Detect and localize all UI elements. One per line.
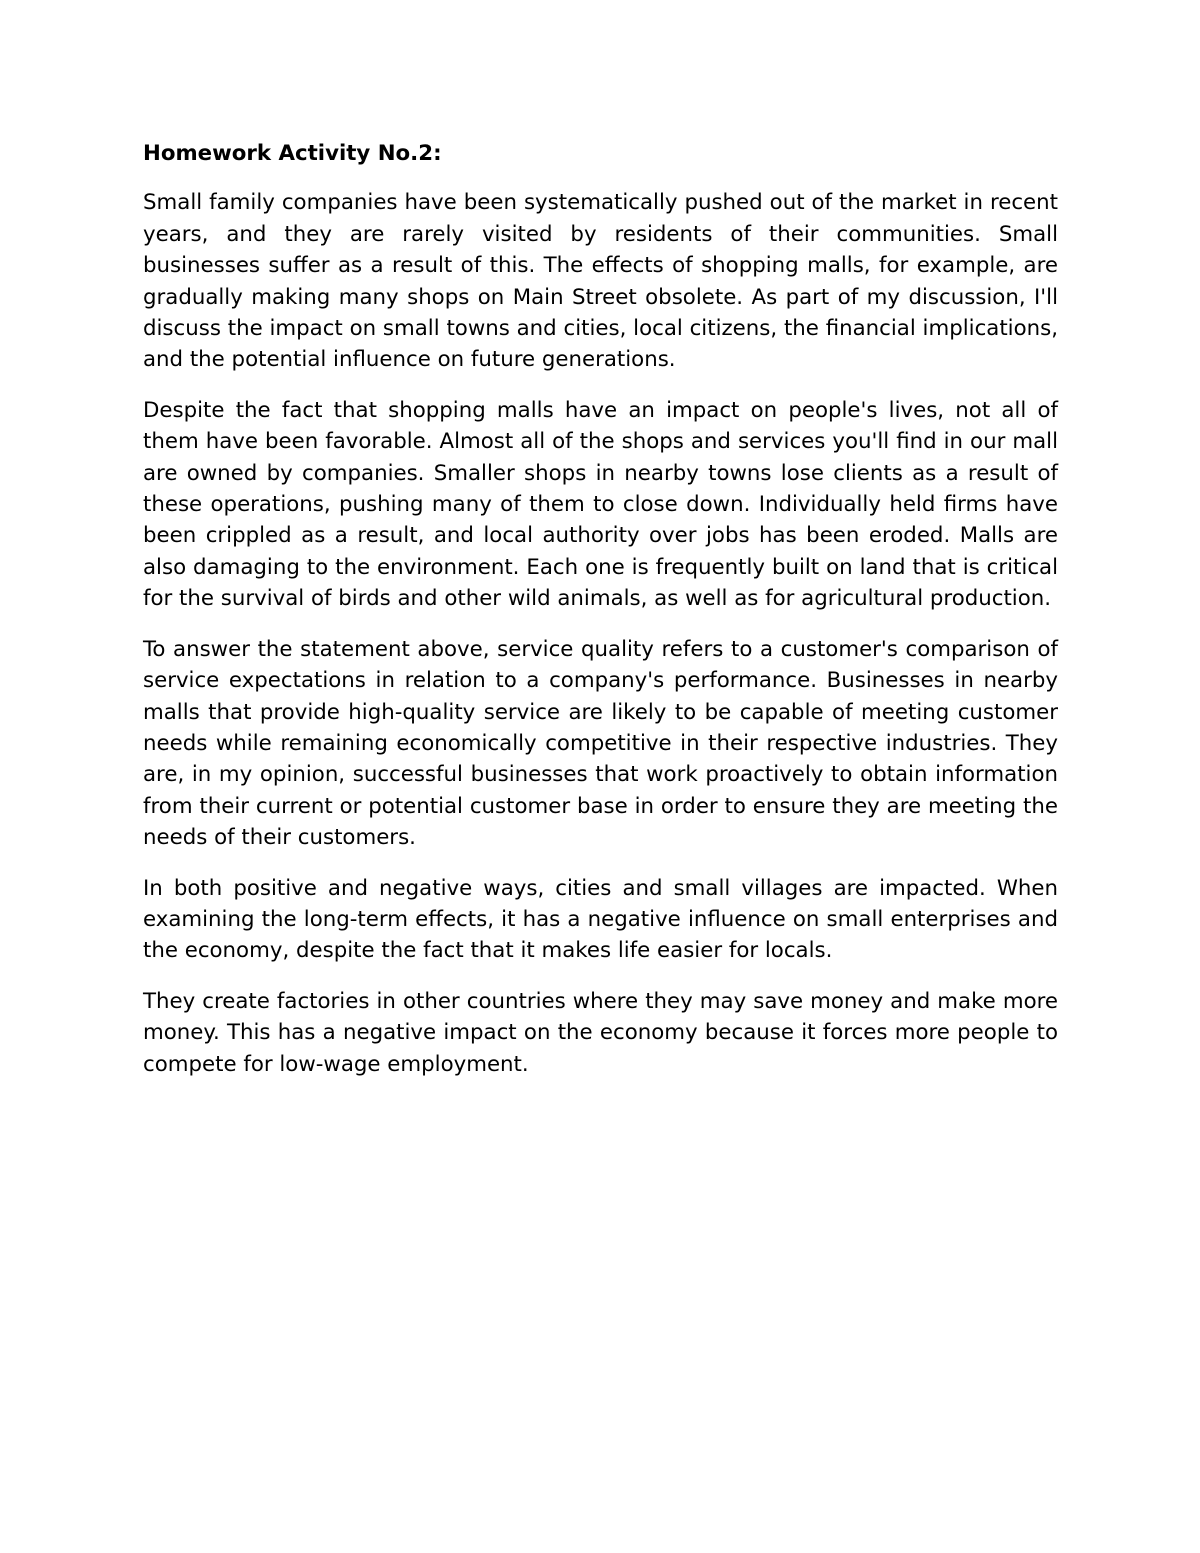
document-body	[143, 138, 1058, 1099]
paragraph-2: Despite the fact that shopping malls have an impact on people's lives, not all of them have been favorable. Almost all of the shops and services you'll find in our mall are owned by companies. Smaller shops in nearby towns lose clients as a result of these operations, pushing many of them to close down. Individually held firms have been crippled as a result, and local authority over jobs has been eroded. Malls are also damaging to the environment. Each one is frequently built on land that is critical for the survival of birds and other wild animals, as well as for agricultural production.	[143, 397, 1058, 612]
document-title: Homework Activity No.2:	[143, 141, 442, 166]
paragraph-1: Small family companies have been systematically pushed out of the market in recent years, and they are rarely visited by residents of their communities. Small businesses suffer as a result of this. The effects of shopping malls, for example, are gradually making many shops on Main Street obsolete. As part of my discussion, I'll discuss the impact on small towns and cities, local citizens, the financial implications, and the potential influence on future generations.	[143, 190, 1058, 373]
paragraph-4: In both positive and negative ways, cities and small villages are impacted. When examining the long-term effects, it has a negative influence on small enterprises and the economy, despite the fact that it makes life easier for locals.	[143, 875, 1058, 964]
paragraph-3: To answer the statement above, service quality refers to a customer's comparison of service expectations in relation to a company's performance. Businesses in nearby malls that provide high-quality service are likely to be capable of meeting customer needs while remaining economically competitive in their respective industries. They are, in my opinion, successful businesses that work proactively to obtain information from their current or potential customer base in order to ensure they are meeting the needs of their customers.	[143, 636, 1058, 851]
paragraph-5: They create factories in other countries where they may save money and make more money. This has a negative impact on the economy because it forces more people to compete for low-wage employment.	[143, 988, 1058, 1077]
